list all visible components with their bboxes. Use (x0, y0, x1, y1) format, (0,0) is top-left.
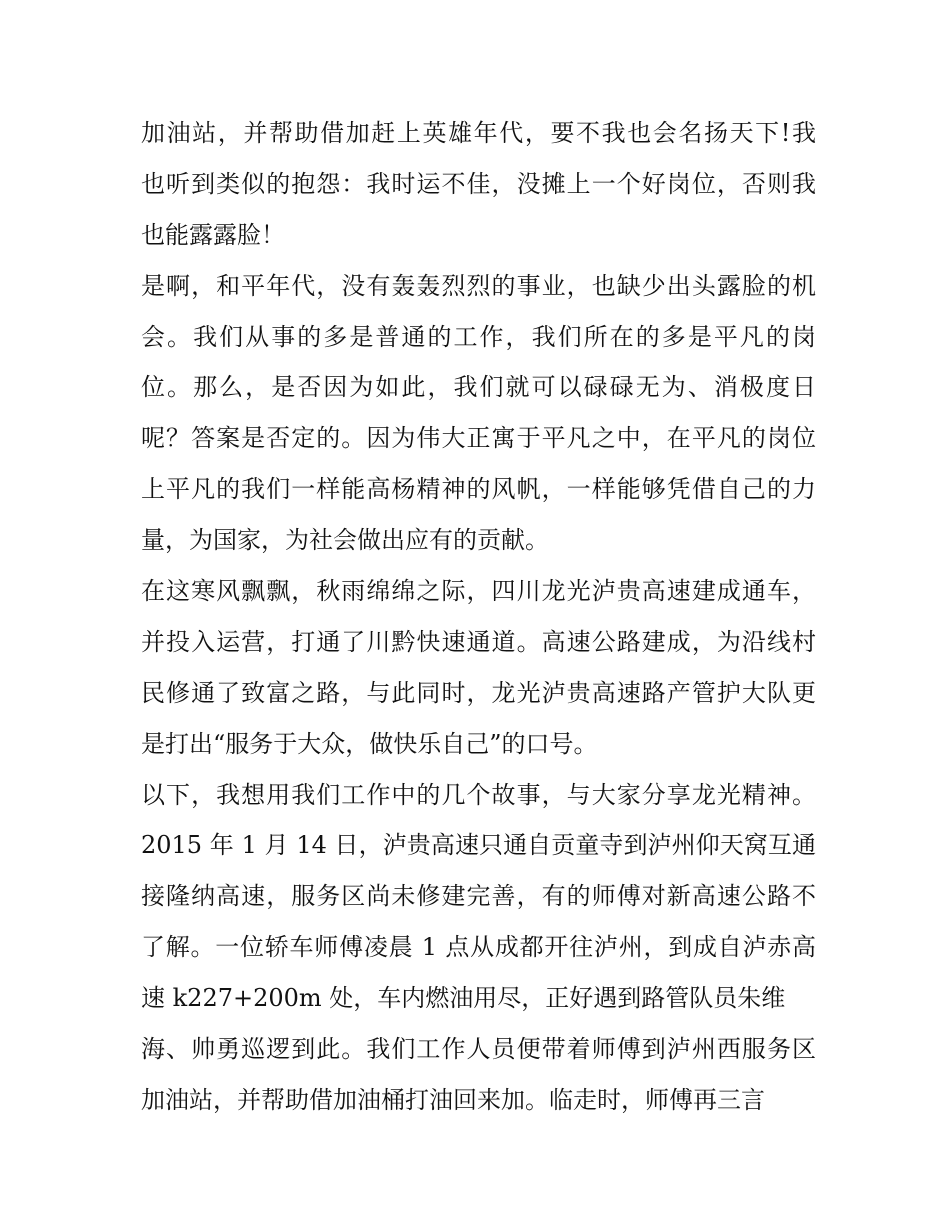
text-line: 是啊，和平年代，没有轰轰烈烈的事业，也缺少出头露脸的机 (141, 271, 816, 300)
text-line: 并投入运营，打通了川黔快速通道。高速公路建成，为沿线村 (141, 627, 816, 656)
text-line: 海、帅勇巡逻到此。我们工作人员便带着师傅到泸州西服务区 (141, 1035, 816, 1064)
text-line: 也能露露脸！ (141, 220, 285, 249)
body-text (141, 108, 816, 1126)
text-line: 位。那么，是否因为如此，我们就可以碌碌无为、消极度日 (141, 373, 816, 402)
text-line: 加油站，并帮助借加油桶打油回来加。临走时，师傅再三言 (141, 1085, 765, 1114)
text-line: 2015 年 1 月 14 日，泸贵高速只通自贡童寺到泸州仰天窝互通 (141, 831, 816, 860)
text-line: 接隆纳高速，服务区尚未修建完善，有的师傅对新高速公路不 (141, 882, 816, 911)
text-line: 呢？答案是否定的。因为伟大正寓于平凡之中，在平凡的岗位 (141, 424, 816, 453)
text-line: 会。我们从事的多是普通的工作，我们所在的多是平凡的岗 (141, 322, 816, 351)
text-line: 了解。一位轿车师傅凌晨 1 点从成都开往泸州，到成自泸赤高 (141, 933, 816, 962)
text-line: 速 k227+200m 处，车内燃油用尽，正好遇到路管队员朱维 (141, 984, 786, 1013)
text-line: 以下，我想用我们工作中的几个故事，与大家分享龙光精神。 (141, 780, 816, 809)
text-line: 加油站，并帮助借加赶上英雄年代，要不我也会名扬天下!我 (141, 119, 816, 147)
text-line: 在这寒风飘飘，秋雨绵绵之际，四川龙光泸贵高速建成通车， (141, 577, 816, 606)
text-line: 也听到类似的抱怨：我时运不佳，没摊上一个好岗位，否则我 (141, 169, 816, 198)
text-line: 是打出“服务于大众，做快乐自己”的口号。 (141, 729, 598, 758)
text-line: 上平凡的我们一样能高杨精神的风帆，一样能够凭借自己的力 (141, 475, 816, 504)
text-line: 民修通了致富之路，与此同时，龙光泸贵高速路产管护大队更 (141, 678, 816, 707)
text-line: 量，为国家，为社会做出应有的贡献。 (141, 526, 549, 555)
